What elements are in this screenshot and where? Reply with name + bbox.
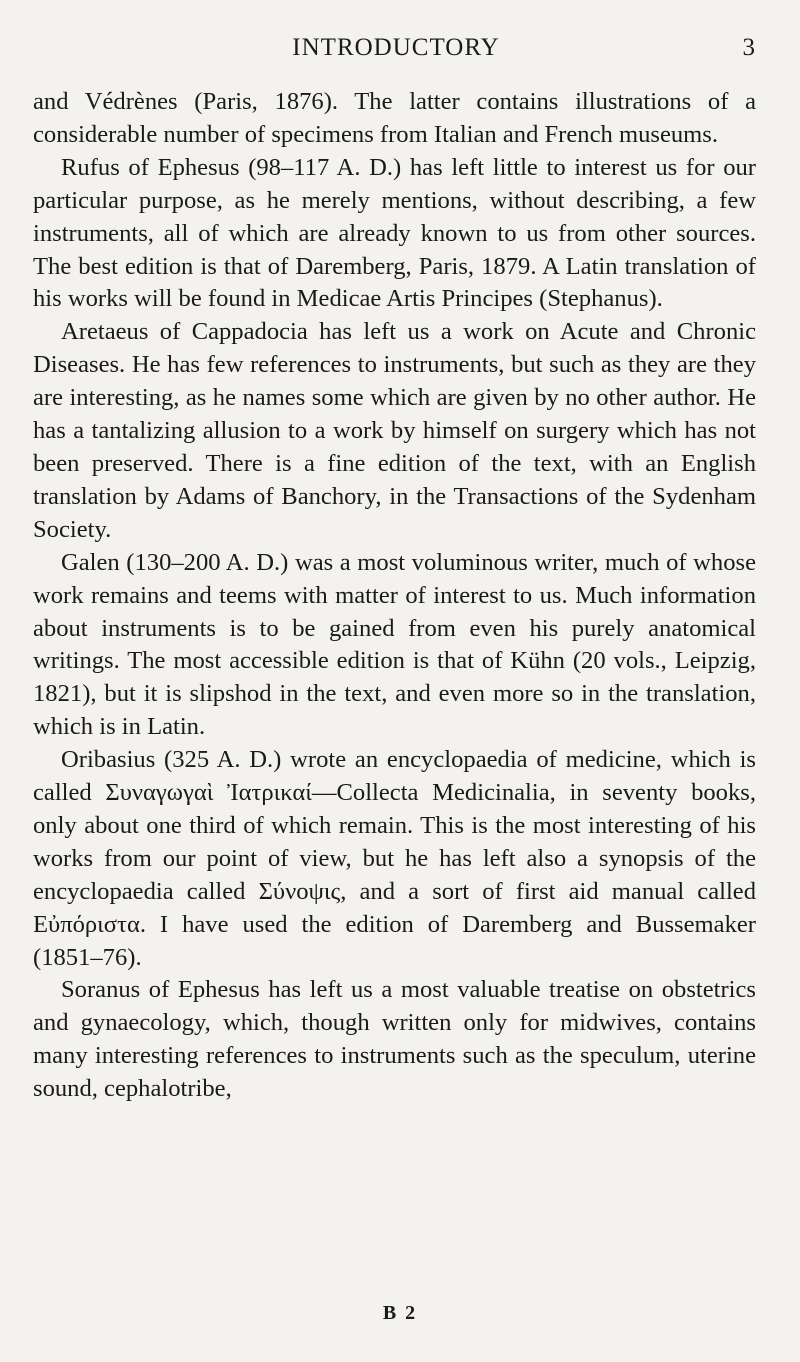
- paragraph-oribasius: Oribasius (325 A. D.) wrote an encyclopaedia of medicine, which is called Συναγωγαὶ Ἰατρικαί—Collecta Medicinalia, in seventy books, only about one third of which remain. This is the most interesting of his works from our point of view, but he has left also a synopsis of the encyclopaedia called Σύνοψις, and a sort of first aid manual called Εὐπόριστα. I have used the edition of Daremberg and Bussemaker (1851–76).: [33, 746, 756, 971]
- running-header: [36, 28, 756, 68]
- body-text: [33, 86, 756, 1106]
- paragraph-galen: Galen (130–200 A. D.) was a most voluminous writer, much of whose work remains and teems with matter of interest to us. Much information about instruments is to be gained from even his purely anatomical writings. The most accessible edition is that of Kühn (20 vols., Leipzig, 1821), but it is slipshod in the text, and even more so in the translation, which is in Latin.: [33, 548, 756, 741]
- signature-mark: B 2: [382, 1302, 418, 1324]
- paragraph-soranus: Soranus of Ephesus has left us a most valuable treatise on obstetrics and gynaecology, which, though written only for midwives, contains many interesting references to instruments such as the speculum, uterine sound, cephalotribe,: [33, 976, 756, 1103]
- paragraph-continued: and Védrènes (Paris, 1876). The latter contains illustrations of a considerable number of specimens from Italian and French museums.: [33, 88, 756, 148]
- paragraph-rufus: Rufus of Ephesus (98–117 A. D.) has left little to interest us for our particular purpose, as he merely mentions, without describing, a few instruments, all of which are already known to us from other sources. The best edition is that of Daremberg, Paris, 1879. A Latin translation of his works will be found in Medicae Artis Principes (Stephanus).: [33, 153, 756, 313]
- running-title: INTRODUCTORY: [292, 34, 500, 61]
- page-number: 3: [742, 34, 756, 61]
- paragraph-aretaeus: Aretaeus of Cappadocia has left us a work on Acute and Chronic Diseases. He has few references to instruments, but such as they are they are interesting, as he names some which are given by no other author. He has a tantalizing allusion to a work by himself on surgery which has not been preserved. There is a fine edition of the text, with an English translation by Adams of Banchory, in the Transactions of the Sydenham Society.: [33, 318, 756, 543]
